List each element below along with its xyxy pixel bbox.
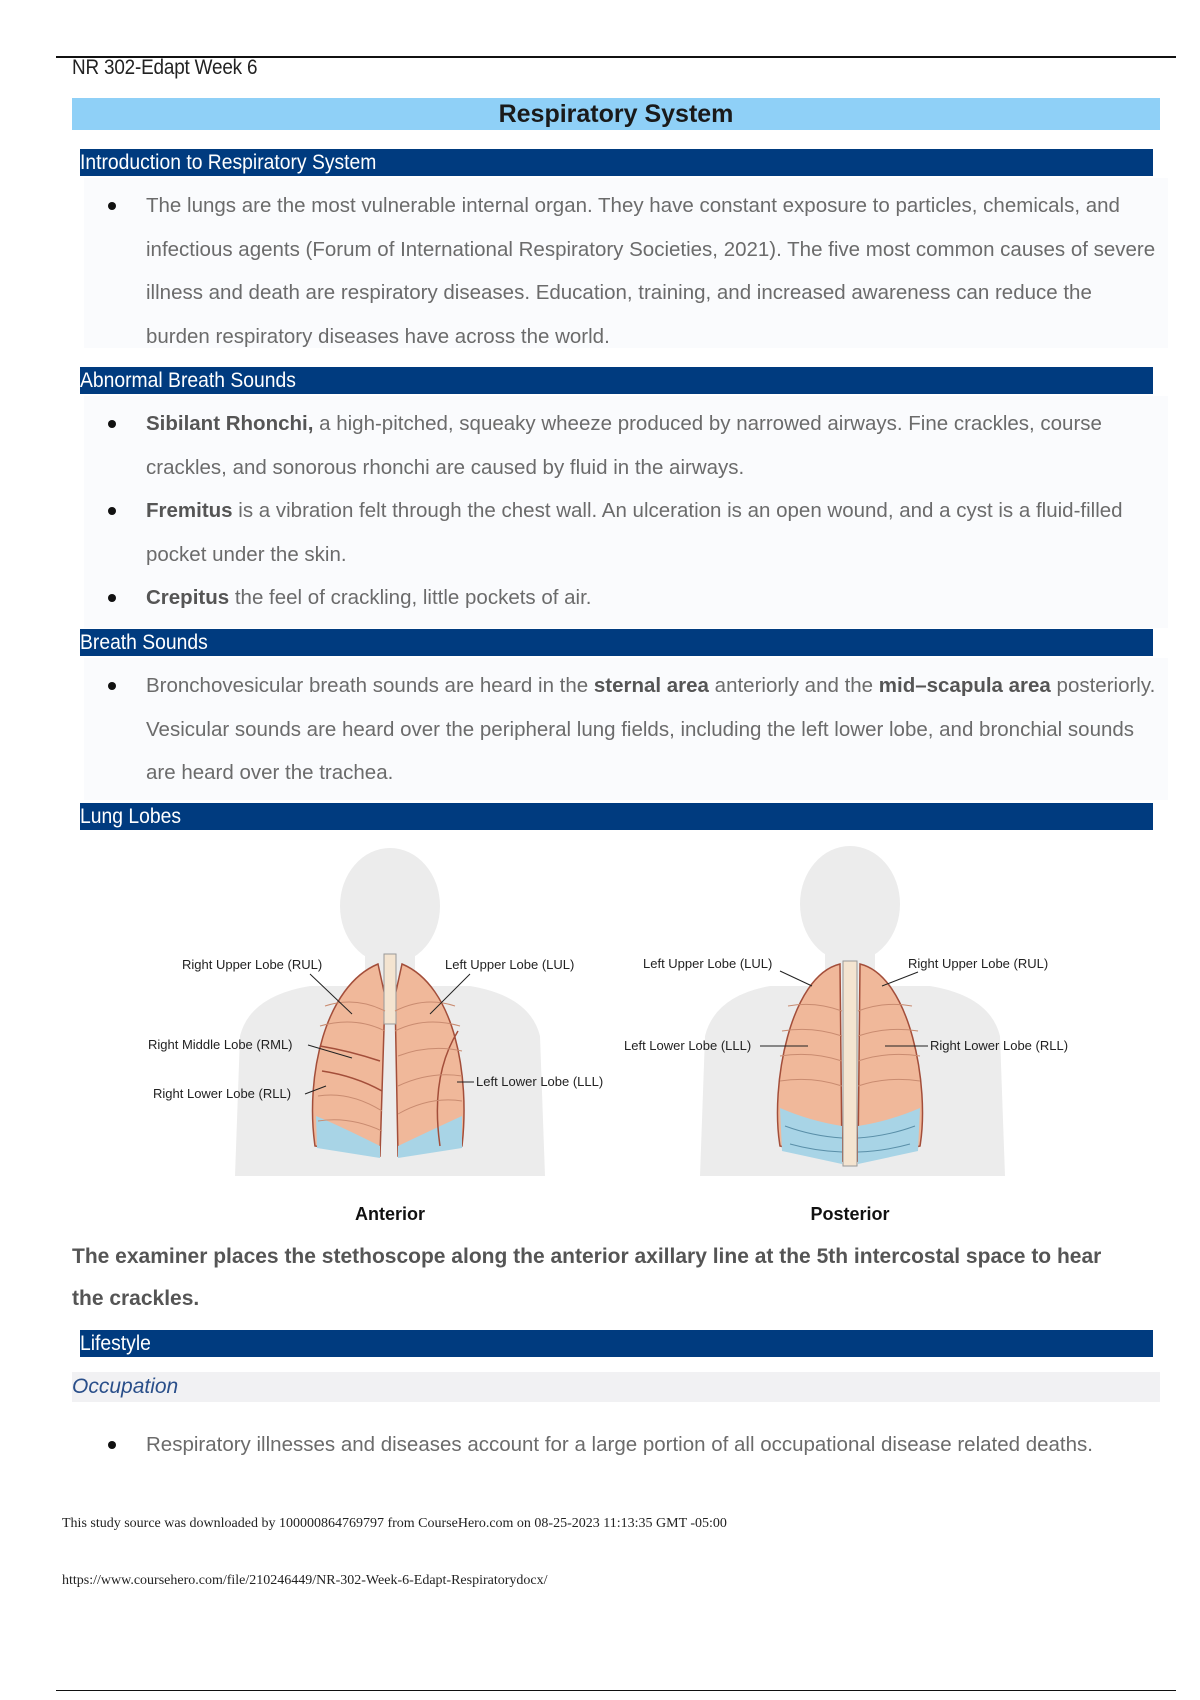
label-rul-posterior: Right Upper Lobe (RUL)	[908, 956, 1049, 971]
label-rml-anterior: Right Middle Lobe (RML)	[148, 1037, 293, 1052]
section-heading-abnormal-breath-sounds: Abnormal Breath Sounds	[80, 367, 1153, 394]
breath-text-3: posteriorly. Vesicular sounds are heard over the peripheral lung fields, including the left lower lobe, and bronchial sounds are heard over the trachea.	[146, 674, 1156, 784]
bullet-marker	[108, 594, 116, 602]
section-heading-lifestyle: Lifestyle	[80, 1330, 1153, 1357]
breath-bold-mid-scapula-area: mid–scapula area	[878, 674, 1051, 697]
bullet-marker	[108, 682, 116, 690]
abnormal-item-fremitus	[146, 489, 1156, 576]
examiner-note: The examiner places the stethoscope along the anterior axillary line at the 5th intercostal space to hear the crackles.	[72, 1245, 1102, 1310]
breath-text-1: Bronchovesicular breath sounds are heard in the	[146, 674, 594, 697]
bullet-marker	[108, 1441, 116, 1449]
definition-text: is a vibration felt through the chest wall. An ulceration is an open wound, and a cyst is a fluid-filled pocket under the skin.	[146, 499, 1123, 566]
intro-paragraph	[146, 184, 1156, 358]
bullet-marker	[108, 507, 116, 515]
term-fremitus: Fremitus	[146, 499, 233, 522]
caption-posterior: Posterior	[810, 1204, 890, 1224]
lifestyle-text: Respiratory illnesses and diseases account for a large portion of all occupational disease related deaths.	[146, 1433, 1093, 1456]
lung-lobes-figure	[140, 846, 1100, 1226]
bottom-rule	[56, 1690, 1176, 1691]
lifestyle-paragraph	[146, 1423, 1156, 1467]
label-lll-anterior: Left Lower Lobe (LLL)	[476, 1074, 604, 1089]
abnormal-item-crepitus	[146, 576, 1156, 620]
definition-text: a high-pitched, squeaky wheeze produced by narrowed airways. Fine crackles, course crackles, and sonorous rhonchi are caused by fluid in the airways.	[146, 412, 1102, 479]
label-rll-posterior: Right Lower Lobe (RLL)	[930, 1038, 1069, 1053]
footer-source-url[interactable]: https://www.coursehero.com/file/210246449/NR-302-Week-6-Edapt-Respiratorydocx/	[62, 1573, 548, 1588]
term-crepitus: Crepitus	[146, 586, 230, 609]
breath-bold-sternal-area: sternal area	[593, 674, 709, 697]
label-lul-posterior: Left Upper Lobe (LUL)	[643, 956, 773, 971]
term-sibilant-rhonchi: Sibilant Rhonchi,	[146, 412, 314, 435]
breath-sounds-paragraph	[146, 664, 1156, 795]
section-heading-lung-lobes: Lung Lobes	[80, 803, 1153, 830]
bullet-marker	[108, 202, 116, 210]
label-lll-posterior: Left Lower Lobe (LLL)	[624, 1038, 752, 1053]
intro-text: The lungs are the most vulnerable internal organ. They have constant exposure to particles, chemicals, and infectious agents (Forum of International Respiratory Societies, 2021). The five most common causes of severe illness and death are respiratory diseases. Education, training, and increased awareness can reduce the burden respiratory diseases have across the world.	[146, 194, 1156, 348]
breath-text-2: anteriorly and the	[708, 674, 879, 697]
label-lul-anterior: Left Upper Lobe (LUL)	[445, 957, 575, 972]
document-header: NR 302-Edapt Week 6	[72, 56, 258, 79]
label-rll-anterior: Right Lower Lobe (RLL)	[153, 1086, 292, 1101]
subheading-occupation: Occupation	[72, 1372, 1160, 1402]
footer-download-notice: This study source was downloaded by 100000864769797 from CourseHero.com on 08-25-2023 11:13:35 GMT -05:00	[62, 1516, 727, 1531]
section-heading-breath-sounds: Breath Sounds	[80, 629, 1153, 656]
abnormal-item-sibilant-rhonchi	[146, 402, 1156, 489]
section-heading-introduction: Introduction to Respiratory System	[80, 149, 1153, 176]
page-title: Respiratory System	[72, 98, 1160, 130]
bullet-marker	[108, 420, 116, 428]
label-rul-anterior: Right Upper Lobe (RUL)	[182, 957, 323, 972]
definition-text: the feel of crackling, little pockets of air.	[229, 586, 592, 609]
caption-anterior: Anterior	[354, 1204, 426, 1224]
